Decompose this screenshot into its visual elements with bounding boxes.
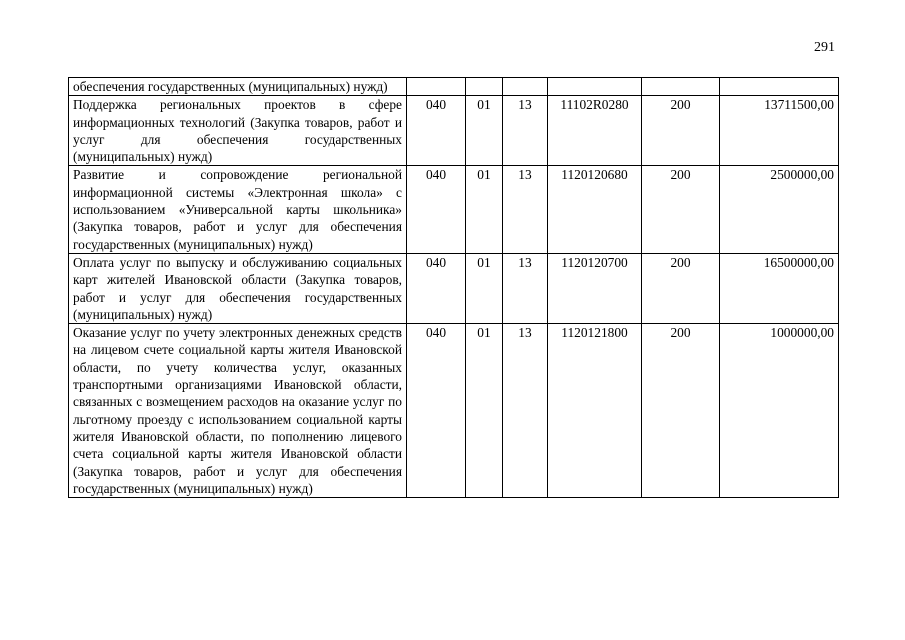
target-article-code: 1120121800 <box>548 324 642 498</box>
target-article-code: 11102R0280 <box>548 96 642 166</box>
page-number: 291 <box>814 40 835 55</box>
expense-type-code: 200 <box>642 253 720 323</box>
table-row <box>69 253 839 323</box>
expense-description: обеспечения государственных (муниципальных) нужд) <box>69 78 407 96</box>
expense-description: Оплата услуг по выпуску и обслуживанию социальных карт жителей Ивановской области (Закупка товаров, работ и услуг для обеспечения государственных (муниципальных) нужд) <box>69 253 407 323</box>
subsection-code <box>503 78 548 96</box>
subsection-code: 13 <box>503 324 548 498</box>
subsection-code: 13 <box>503 253 548 323</box>
table-row <box>69 96 839 166</box>
section-code: 01 <box>466 96 503 166</box>
ministry-code: 040 <box>407 324 466 498</box>
ministry-code <box>407 78 466 96</box>
section-code <box>466 78 503 96</box>
target-article-code: 1120120700 <box>548 253 642 323</box>
table-row <box>69 78 839 96</box>
table-row <box>69 324 839 498</box>
amount: 2500000,00 <box>720 166 839 253</box>
ministry-code: 040 <box>407 253 466 323</box>
target-article-code: 1120120680 <box>548 166 642 253</box>
ministry-code: 040 <box>407 166 466 253</box>
expense-type-code: 200 <box>642 96 720 166</box>
section-code: 01 <box>466 253 503 323</box>
expense-type-code: 200 <box>642 324 720 498</box>
expense-type-code: 200 <box>642 166 720 253</box>
section-code: 01 <box>466 324 503 498</box>
amount: 13711500,00 <box>720 96 839 166</box>
target-article-code <box>548 78 642 96</box>
expense-description: Развитие и сопровождение региональной информационной системы «Электронная школа» с использованием «Универсальной карты школьника» (Закупка товаров, работ и услуг для обеспечения государственных (муниципальных) нужд) <box>69 166 407 253</box>
table-row <box>69 166 839 253</box>
amount: 1000000,00 <box>720 324 839 498</box>
expense-description: Поддержка региональных проектов в сфере информационных технологий (Закупка товаров, работ и услуг для обеспечения государственных (муниципальных) нужд) <box>69 96 407 166</box>
ministry-code: 040 <box>407 96 466 166</box>
subsection-code: 13 <box>503 96 548 166</box>
expense-description: Оказание услуг по учету электронных денежных средств на лицевом счете социальной карты жителя Ивановской области, по учету количества услуг, оказанных транспортными организациями Ивановской области, связанных с возмещением расходов на оказание услуг по льготному проезду с использованием социальной карты жителя Ивановской области, по пополнению лицевого счета социальной карты жителя Ивановской области (Закупка товаров, работ и услуг для обеспечения государственных (муниципальных) нужд) <box>69 324 407 498</box>
amount: 16500000,00 <box>720 253 839 323</box>
subsection-code: 13 <box>503 166 548 253</box>
expense-type-code <box>642 78 720 96</box>
section-code: 01 <box>466 166 503 253</box>
budget-table <box>68 77 839 498</box>
amount <box>720 78 839 96</box>
